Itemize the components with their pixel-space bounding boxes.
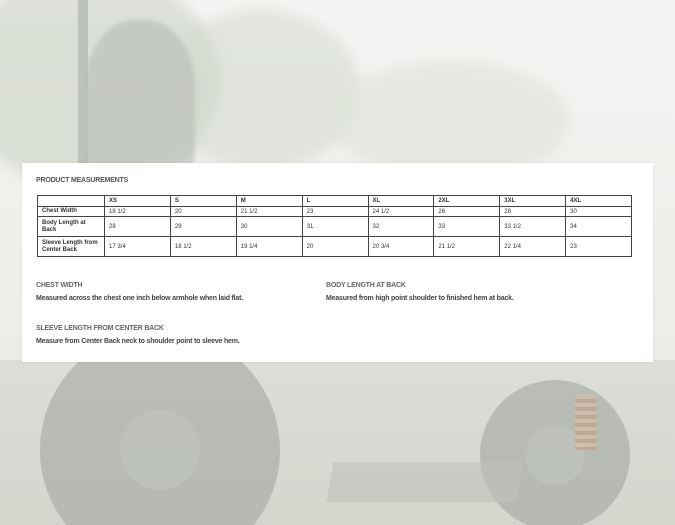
table-cell: 20 [170, 207, 236, 217]
header-cell: 4XL [566, 196, 632, 207]
table-cell: 30 [566, 207, 632, 217]
table-cell: 18 1/2 [105, 207, 171, 217]
definition-text: Measure from Center Back neck to shoulder point to sleeve hem. [36, 338, 240, 345]
table-cell: 18 1/2 [170, 237, 236, 257]
sleeve-length-definition [36, 325, 240, 345]
row-label: Sleeve Length from Center Back [38, 237, 105, 257]
size-table [37, 195, 632, 257]
table-cell: 17 3/4 [105, 237, 171, 257]
table-cell: 21 1/2 [236, 207, 302, 217]
header-cell: L [302, 196, 368, 207]
header-cell: XL [368, 196, 434, 207]
table-cell: 32 [368, 217, 434, 237]
table-row [38, 207, 632, 217]
chest-width-definition [36, 282, 243, 302]
table-cell: 23 [302, 207, 368, 217]
table-cell: 24 1/2 [368, 207, 434, 217]
table-header-row [38, 196, 632, 207]
definition-text: Measured from high point shoulder to finished hem at back. [326, 295, 514, 302]
header-cell [38, 196, 105, 207]
definition-heading: CHEST WIDTH [36, 282, 83, 289]
panel-title: PRODUCT MEASUREMENTS [36, 177, 129, 184]
table-cell: 20 [302, 237, 368, 257]
table-cell: 20 3/4 [368, 237, 434, 257]
table-row [38, 237, 632, 257]
table-cell: 28 [105, 217, 171, 237]
header-cell: 2XL [434, 196, 500, 207]
table-cell: 34 [566, 217, 632, 237]
header-cell: XS [105, 196, 171, 207]
header-cell: S [170, 196, 236, 207]
table-cell: 33 [434, 217, 500, 237]
header-cell: 3XL [500, 196, 566, 207]
table-cell: 29 [170, 217, 236, 237]
table-cell: 23 [566, 237, 632, 257]
table-cell: 31 [302, 217, 368, 237]
row-label: Chest Width [38, 207, 105, 217]
table-cell: 33 1/2 [500, 217, 566, 237]
definition-heading: BODY LENGTH AT BACK [326, 282, 406, 289]
definition-text: Measured across the chest one inch below armhole when laid flat. [36, 295, 243, 302]
measurements-panel [22, 163, 653, 362]
table-cell: 26 [434, 207, 500, 217]
body-length-definition [326, 282, 514, 302]
row-label: Body Length at Back [38, 217, 105, 237]
table-cell: 22 1/4 [500, 237, 566, 257]
header-cell: M [236, 196, 302, 207]
table-cell: 28 [500, 207, 566, 217]
table-row [38, 217, 632, 237]
table-cell: 30 [236, 217, 302, 237]
table-cell: 19 1/4 [236, 237, 302, 257]
definition-heading: SLEEVE LENGTH FROM CENTER BACK [36, 325, 164, 332]
table-cell: 21 1/2 [434, 237, 500, 257]
